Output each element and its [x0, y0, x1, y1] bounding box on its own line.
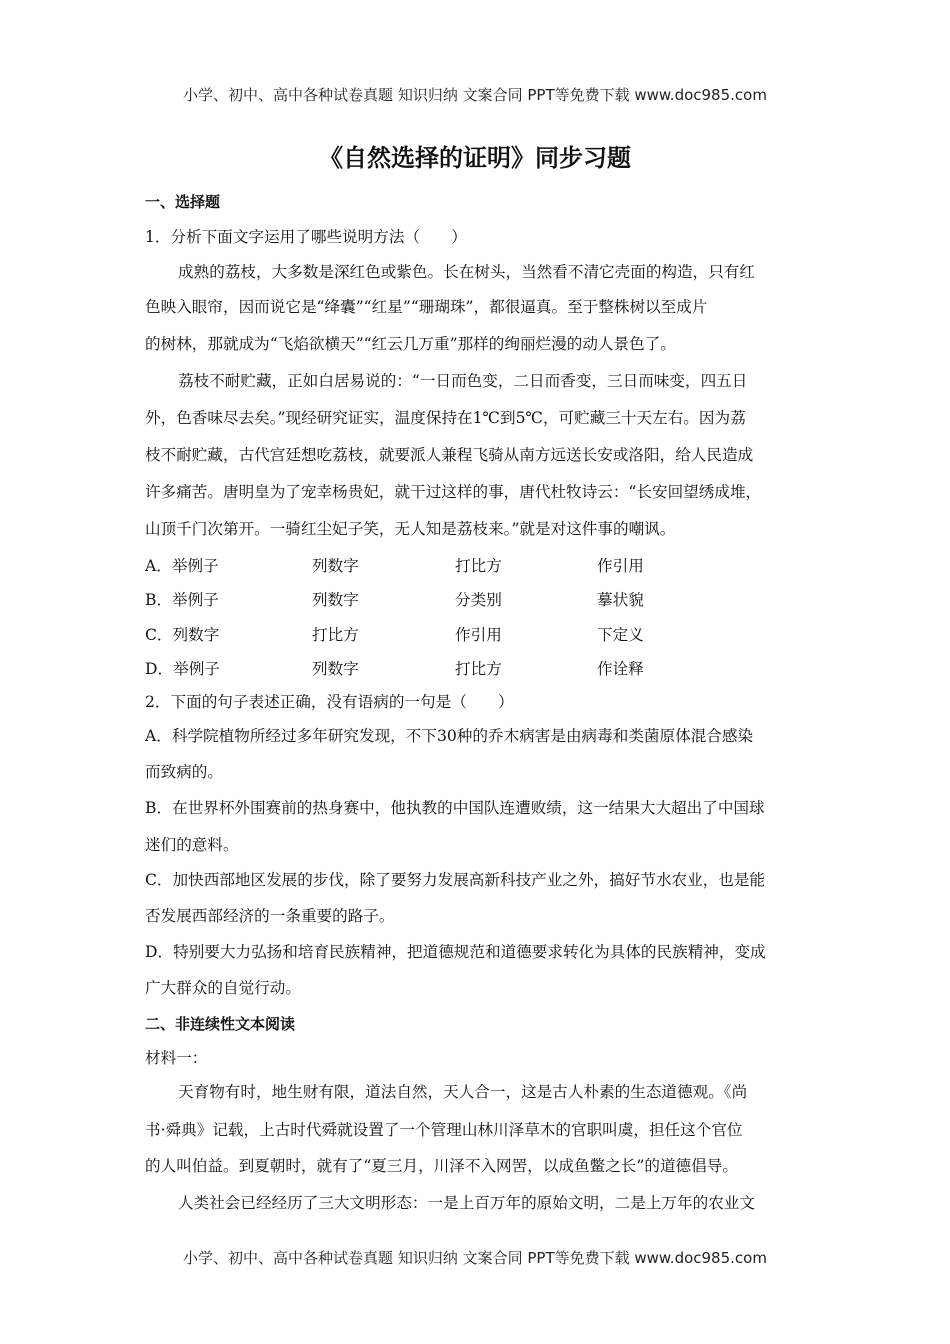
question-2-stem: 2．下面的句子表述正确，没有语病的一句是（ ） [145, 693, 514, 711]
option-item: 下定义 [597, 626, 644, 644]
question-2-option-line: 否发展西部经济的一条重要的路子。 [145, 907, 395, 925]
question-2-option-line: A．科学院植物所经过多年研究发现，不下30种的乔木病害是由病毒和类菌原体混合感染 [145, 727, 754, 745]
question-2-option-line: 广大群众的自觉行动。 [145, 979, 301, 997]
passage-line: 山顶千门次第开。一骑红尘妃子笑，无人知是荔枝来。”就是对这件事的嘲讽。 [145, 520, 676, 538]
passage-line: 外，色香味尽去矣。”现经研究证实，温度保持在1℃到5℃，可贮藏三十天左右。因为荔 [145, 409, 746, 427]
material-line: 人类社会已经经历了三大文明形态：一是上百万年的原始文明，二是上万年的农业文 [178, 1194, 755, 1212]
material-line: 书·舜典》记载，上古时代舜就设置了一个管理山林川泽草木的官职叫虞，担任这个官位 [145, 1121, 743, 1139]
option-label: C．列数字 [145, 626, 220, 644]
option-item: 作引用 [597, 557, 644, 575]
material-line: 天育物有时，地生财有限，道法自然，天人合一，这是古人朴素的生态道德观。《尚 [178, 1083, 748, 1101]
option-item: 列数字 [312, 660, 359, 678]
passage-line: 枝不耐贮藏，古代宫廷想吃荔枝，就要派人兼程飞骑从南方远送长安或洛阳，给人民造成 [145, 446, 754, 464]
question-2-option-line: B．在世界杯外围赛前的热身赛中，他执教的中国队连遭败绩，这一结果大大超出了中国球 [145, 799, 765, 817]
page-header: 小学、初中、高中各种试卷真题 知识归纳 文案合同 PPT等免费下载 www.doc985.com [183, 86, 767, 104]
option-item: 作引用 [455, 626, 502, 644]
question-2-option-line: 而致病的。 [145, 763, 223, 781]
passage-line: 成熟的荔枝，大多数是深红色或紫色。长在树头，当然看不清它壳面的构造，只有红 [178, 263, 755, 281]
section-heading-reading: 二、非连续性文本阅读 [145, 1015, 296, 1033]
option-item: 列数字 [312, 557, 359, 575]
question-1-stem: 1．分析下面文字运用了哪些说明方法（ ） [145, 228, 467, 246]
passage-line: 色映入眼帘，因而说它是“绛囊”“红星”“珊瑚珠”，都很逼真。至于整株树以至成片 [145, 298, 708, 316]
passage-line: 的树林，那就成为“飞焰欲横天”“红云几万重”那样的绚丽烂漫的动人景色了。 [145, 335, 676, 353]
question-2-option-line: C．加快西部地区发展的步伐，除了要努力发展高新科技产业之外，搞好节水农业，也是能 [145, 871, 766, 889]
option-item: 分类别 [455, 591, 502, 609]
material-line: 的人叫伯益。到夏朝时，就有了“夏三月，川泽不入网罟，以成鱼鳖之长”的道德倡导。 [145, 1157, 738, 1175]
option-label: A．举例子 [145, 557, 219, 575]
document-title: 《自然选择的证明》同步习题 [319, 143, 631, 172]
question-2-option-line: D．特别要大力弘扬和培育民族精神，把道德规范和道德要求转化为具体的民族精神，变成 [145, 943, 766, 961]
section-heading-choice: 一、选择题 [145, 193, 221, 211]
material-label: 材料一： [145, 1049, 208, 1067]
page-footer: 小学、初中、高中各种试卷真题 知识归纳 文案合同 PPT等免费下载 www.doc985.com [183, 1249, 767, 1267]
option-item: 打比方 [312, 626, 359, 644]
option-label: D．举例子 [145, 660, 220, 678]
passage-line: 许多痛苦。唐明皇为了宠幸杨贵妃，就干过这样的事，唐代杜牧诗云：“长安回望绣成堆， [145, 483, 762, 501]
option-item: 打比方 [455, 557, 502, 575]
option-label: B．举例子 [145, 591, 219, 609]
option-item: 打比方 [455, 660, 502, 678]
option-item: 作诠释 [597, 660, 644, 678]
option-item: 摹状貌 [597, 591, 644, 609]
option-item: 列数字 [312, 591, 359, 609]
question-2-option-line: 迷们的意料。 [145, 836, 239, 854]
passage-line: 荔枝不耐贮藏，正如白居易说的：“一日而色变，二日而香变，三日而味变，四五日 [178, 372, 748, 390]
